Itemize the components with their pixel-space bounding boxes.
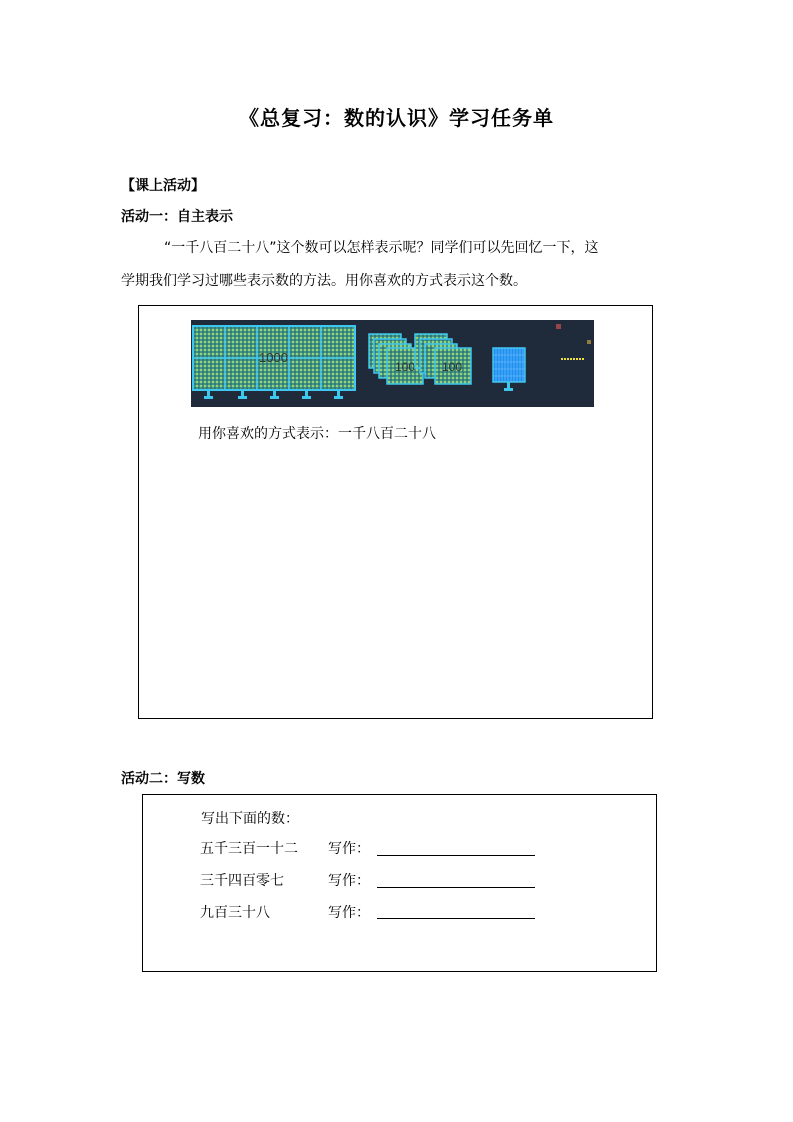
activity2-heading: 活动二：写数 (121, 771, 205, 787)
hundred-label-2: 100 (442, 360, 463, 374)
row3-answer-line[interactable] (377, 918, 535, 919)
row2-answer-line[interactable] (377, 887, 535, 888)
place-value-blocks-image (191, 320, 594, 407)
activity1-heading: 活动一：自主表示 (121, 209, 233, 225)
row1-number: 五千三百一十二 (200, 841, 298, 857)
hundred-label-1: 100 (395, 360, 416, 374)
tens-rods (493, 348, 525, 391)
activity2-instruction: 写出下面的数： (201, 811, 299, 827)
page-title: 《总复习：数的认识》学习任务单 (239, 106, 554, 130)
thousand-label: 1000 (259, 350, 288, 365)
row3-number: 九百三十八 (200, 905, 270, 921)
row1-label: 写作： (328, 841, 370, 857)
row3-label: 写作： (328, 905, 370, 921)
ones-cubes (561, 358, 584, 360)
thousand-block (193, 326, 355, 399)
section-label: 【课上活动】 (121, 178, 205, 194)
row2-label: 写作： (328, 873, 370, 889)
activity1-prompt: 用你喜欢的方式表示：一千八百二十八 (198, 426, 436, 442)
activity1-paragraph-line2: 学期我们学习过哪些表示数的方法。用你喜欢的方式表示这个数。 (121, 273, 527, 289)
row1-answer-line[interactable] (377, 855, 535, 856)
activity1-paragraph-line1: “一千八百二十八”这个数可以怎样表示呢？同学们可以先回忆一下，这 (164, 240, 599, 256)
row2-number: 三千四百零七 (200, 873, 284, 889)
